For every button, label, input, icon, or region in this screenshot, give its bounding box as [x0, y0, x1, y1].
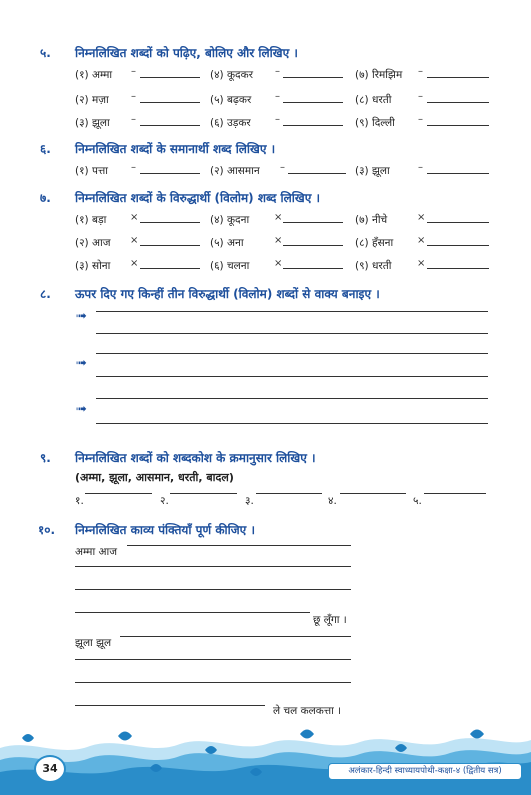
- answer-line[interactable]: [140, 102, 200, 103]
- answer-line[interactable]: [427, 102, 489, 103]
- q9-blank-number: ३.: [245, 495, 254, 507]
- answer-line[interactable]: [85, 493, 152, 494]
- answer-line[interactable]: [127, 545, 351, 546]
- q7-item: (४) कूदना: [210, 214, 250, 226]
- poem-line-end: ले चल कलकत्ता ।: [273, 705, 342, 717]
- answer-line[interactable]: [96, 353, 488, 354]
- answer-line[interactable]: [170, 493, 237, 494]
- cross-symbol: ×: [417, 235, 426, 246]
- q9-blank-number: ५.: [413, 495, 422, 507]
- answer-line[interactable]: [75, 612, 310, 613]
- answer-line[interactable]: [96, 423, 488, 424]
- q7-item: (८) हँसना: [355, 237, 394, 249]
- answer-line[interactable]: [140, 125, 200, 126]
- answer-line[interactable]: [96, 398, 488, 399]
- poem-line-end: छू लूँगा ।: [313, 614, 347, 626]
- arrow-icon: ➟: [76, 356, 87, 371]
- q5-item: (७) रिमझिम: [355, 69, 403, 81]
- poem-line-start: झूला झूल: [75, 637, 112, 649]
- answer-line[interactable]: [283, 77, 343, 78]
- question-8-text: ऊपर दिए गए किन्हीं तीन विरुद्धार्थी (विलोम) शब्दों से वाक्य बनाइए ।: [75, 287, 380, 301]
- q7-item: (७) नीचे: [355, 214, 388, 226]
- question-8-number: ८.: [40, 287, 51, 301]
- answer-line[interactable]: [424, 493, 486, 494]
- poem-line-start: अम्मा आज: [75, 546, 118, 558]
- q9-blank-number: १.: [75, 495, 84, 507]
- cross-symbol: ×: [130, 235, 139, 246]
- answer-line[interactable]: [427, 268, 489, 269]
- question-7-number: ७.: [40, 191, 51, 205]
- cross-symbol: ×: [274, 235, 283, 246]
- answer-line[interactable]: [140, 268, 200, 269]
- cross-symbol: ×: [130, 258, 139, 269]
- footer-wave-decoration: [0, 728, 531, 795]
- answer-line[interactable]: [140, 77, 200, 78]
- q7-item: (१) बड़ा: [75, 214, 107, 226]
- answer-line[interactable]: [427, 173, 489, 174]
- answer-line[interactable]: [283, 222, 343, 223]
- q5-item: (६) उड़कर: [210, 117, 251, 129]
- question-10-number: १०.: [38, 523, 56, 537]
- arrow-icon: ➟: [76, 309, 87, 324]
- q5-item: (९) दिल्ली: [355, 117, 395, 129]
- answer-line[interactable]: [283, 102, 343, 103]
- answer-line[interactable]: [283, 245, 343, 246]
- question-5-text: निम्नलिखित शब्दों को पढ़िए, बोलिए और लिखिए ।: [75, 46, 298, 60]
- answer-line[interactable]: [75, 566, 351, 567]
- answer-line[interactable]: [283, 125, 343, 126]
- answer-line[interactable]: [96, 333, 488, 334]
- question-5-number: ५.: [40, 46, 51, 60]
- question-6-text: निम्नलिखित शब्दों के समानार्थी शब्द लिखिए ।: [75, 142, 276, 156]
- question-6-number: ६.: [40, 142, 51, 156]
- q6-item: (२) आसमान: [210, 165, 260, 177]
- answer-line[interactable]: [427, 222, 489, 223]
- cross-symbol: ×: [274, 212, 283, 223]
- question-9-text: निम्नलिखित शब्दों को शब्दकोश के क्रमानुसार लिखिए ।: [75, 451, 316, 465]
- answer-line[interactable]: [288, 173, 346, 174]
- q5-item: (८) धरती: [355, 94, 392, 106]
- q5-item: (२) मज़ा: [75, 94, 109, 106]
- q6-item: (१) पत्ता: [75, 165, 108, 177]
- answer-line[interactable]: [120, 636, 351, 637]
- q5-item: (१) अम्मा: [75, 69, 113, 81]
- answer-line[interactable]: [427, 125, 489, 126]
- answer-line[interactable]: [75, 682, 351, 683]
- answer-line[interactable]: [96, 376, 488, 377]
- answer-line[interactable]: [283, 268, 343, 269]
- answer-line[interactable]: [96, 311, 488, 312]
- q7-item: (५) अना: [210, 237, 244, 249]
- q7-item: (२) आज: [75, 237, 111, 249]
- cross-symbol: ×: [274, 258, 283, 269]
- answer-line[interactable]: [75, 659, 351, 660]
- answer-line[interactable]: [256, 493, 322, 494]
- page-number-badge: 34: [34, 755, 66, 783]
- q9-blank-number: ४.: [328, 495, 337, 507]
- cross-symbol: ×: [417, 258, 426, 269]
- arrow-icon: ➟: [76, 402, 87, 417]
- answer-line[interactable]: [75, 705, 265, 706]
- cross-symbol: ×: [417, 212, 426, 223]
- q5-item: (३) झूला: [75, 117, 110, 129]
- cross-symbol: ×: [130, 212, 139, 223]
- answer-line[interactable]: [427, 245, 489, 246]
- q5-item: (४) कूदकर: [210, 69, 253, 81]
- answer-line[interactable]: [140, 245, 200, 246]
- q9-blank-number: २.: [160, 495, 169, 507]
- q7-item: (३) सोना: [75, 260, 111, 272]
- answer-line[interactable]: [75, 589, 351, 590]
- q5-item: (५) बढ़कर: [210, 94, 252, 106]
- answer-line[interactable]: [427, 77, 489, 78]
- question-7-text: निम्नलिखित शब्दों के विरुद्धार्थी (विलोम) शब्द लिखिए ।: [75, 191, 321, 205]
- q9-word-list: (अम्मा, झूला, आसमान, धरती, बादल): [75, 471, 234, 484]
- answer-line[interactable]: [140, 173, 200, 174]
- q6-item: (३) झूला: [355, 165, 390, 177]
- question-9-number: ९.: [40, 451, 51, 465]
- q7-item: (९) धरती: [355, 260, 392, 272]
- answer-line[interactable]: [340, 493, 406, 494]
- q7-item: (६) चलना: [210, 260, 250, 272]
- footer-book-label: अलंकार-हिन्दी स्वाध्यायपोथी-कक्षा-४ (द्वितीय सत्र): [328, 763, 522, 780]
- answer-line[interactable]: [140, 222, 200, 223]
- question-10-text: निम्नलिखित काव्य पंक्तियाँ पूर्ण कीजिए ।: [75, 523, 256, 537]
